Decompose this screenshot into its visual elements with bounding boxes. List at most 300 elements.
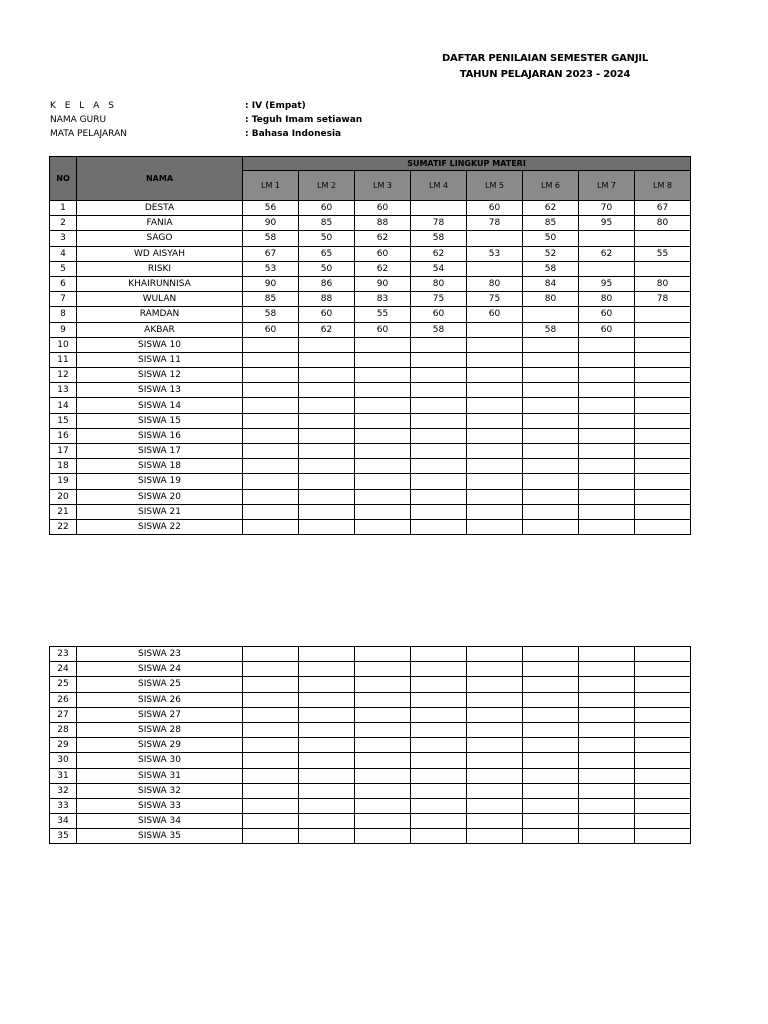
page-title-line2: TAHUN PELAJARAN 2023 - 2024 [459,69,631,80]
row-nama: SISWA 15 [77,413,243,428]
row-score-lm7 [579,768,635,783]
row-no: 35 [50,829,77,844]
row-no: 20 [50,489,77,504]
row-score-lm3 [355,489,411,504]
row-score-lm2: 60 [299,201,355,216]
row-score-lm2 [299,722,355,737]
table-row [50,368,691,383]
row-score-lm3 [355,722,411,737]
row-score-lm3 [355,474,411,489]
row-score-lm8 [635,753,691,768]
row-score-lm8 [635,428,691,443]
kelas-label: K E L A S [50,101,117,111]
row-no: 10 [50,337,77,352]
row-no: 7 [50,292,77,307]
row-score-lm8 [635,692,691,707]
row-nama: SISWA 10 [77,337,243,352]
row-score-lm4 [411,738,467,753]
row-score-lm7 [579,647,635,662]
table-row [50,459,691,474]
row-score-lm8 [635,768,691,783]
row-score-lm5 [467,692,523,707]
row-score-lm6 [523,738,579,753]
row-score-lm7 [579,337,635,352]
row-score-lm7 [579,707,635,722]
row-score-lm7: 60 [579,307,635,322]
row-score-lm7 [579,489,635,504]
row-score-lm5 [467,829,523,844]
col-header-lm: LM 4 [411,171,467,201]
table-row [50,292,691,307]
table-row [50,504,691,519]
row-no: 23 [50,647,77,662]
row-score-lm6 [523,368,579,383]
row-score-lm1 [243,783,299,798]
row-score-lm2: 62 [299,322,355,337]
row-score-lm2 [299,677,355,692]
row-nama: SISWA 35 [77,829,243,844]
row-score-lm6 [523,504,579,519]
row-score-lm7: 62 [579,246,635,261]
row-score-lm1 [243,337,299,352]
row-score-lm3 [355,398,411,413]
row-score-lm2 [299,829,355,844]
row-score-lm5: 78 [467,216,523,231]
row-score-lm8 [635,707,691,722]
row-score-lm4 [411,459,467,474]
row-score-lm4 [411,444,467,459]
row-nama: SISWA 16 [77,428,243,443]
row-score-lm2 [299,504,355,519]
row-score-lm4: 60 [411,307,467,322]
row-score-lm1: 58 [243,307,299,322]
row-score-lm8 [635,783,691,798]
row-score-lm7 [579,662,635,677]
row-score-lm4 [411,489,467,504]
row-no: 19 [50,474,77,489]
row-no: 28 [50,722,77,737]
row-score-lm6 [523,474,579,489]
row-score-lm1: 58 [243,231,299,246]
row-score-lm5 [467,322,523,337]
row-score-lm4 [411,352,467,367]
row-score-lm5 [467,753,523,768]
row-nama: SISWA 34 [77,814,243,829]
row-score-lm1 [243,428,299,443]
row-score-lm6: 62 [523,201,579,216]
row-score-lm6 [523,489,579,504]
row-score-lm3 [355,459,411,474]
row-nama: KHAIRUNNISA [77,276,243,291]
row-score-lm1: 90 [243,276,299,291]
row-score-lm6 [523,647,579,662]
row-score-lm3 [355,783,411,798]
row-score-lm7 [579,444,635,459]
row-score-lm8 [635,504,691,519]
row-no: 24 [50,662,77,677]
row-score-lm1 [243,444,299,459]
row-score-lm3 [355,413,411,428]
row-nama: WULAN [77,292,243,307]
row-nama: SISWA 24 [77,662,243,677]
row-score-lm4 [411,398,467,413]
table-row [50,753,691,768]
row-nama: SISWA 13 [77,383,243,398]
table-row [50,428,691,443]
row-nama: WD AISYAH [77,246,243,261]
row-score-lm2 [299,444,355,459]
table-row [50,707,691,722]
row-score-lm3 [355,337,411,352]
row-score-lm4: 58 [411,231,467,246]
col-header-no: NO [50,157,77,201]
table-row [50,647,691,662]
row-score-lm3 [355,798,411,813]
row-score-lm6 [523,459,579,474]
row-score-lm5 [467,722,523,737]
col-header-lm: LM 6 [523,171,579,201]
table-row [50,246,691,261]
row-score-lm4 [411,383,467,398]
row-no: 1 [50,201,77,216]
row-score-lm7: 95 [579,276,635,291]
row-score-lm2 [299,352,355,367]
row-nama: SISWA 11 [77,352,243,367]
row-score-lm2 [299,337,355,352]
col-header-group: SUMATIF LINGKUP MATERI [243,157,691,171]
row-no: 18 [50,459,77,474]
col-header-lm: LM 2 [299,171,355,201]
row-score-lm3 [355,738,411,753]
row-no: 6 [50,276,77,291]
row-score-lm1: 53 [243,261,299,276]
row-score-lm7 [579,474,635,489]
row-score-lm3: 88 [355,216,411,231]
table-row [50,231,691,246]
table-row [50,352,691,367]
col-header-lm: LM 5 [467,171,523,201]
row-score-lm7 [579,428,635,443]
row-score-lm8 [635,322,691,337]
row-score-lm3 [355,692,411,707]
row-score-lm8 [635,261,691,276]
row-score-lm5 [467,647,523,662]
table-row [50,398,691,413]
row-score-lm8 [635,444,691,459]
row-score-lm8 [635,398,691,413]
table-row [50,322,691,337]
row-no: 11 [50,352,77,367]
row-score-lm5 [467,474,523,489]
row-score-lm7 [579,519,635,534]
row-score-lm4 [411,707,467,722]
table-row [50,383,691,398]
row-score-lm5 [467,337,523,352]
grades-table-continued [49,646,691,844]
row-score-lm3 [355,383,411,398]
row-score-lm2 [299,798,355,813]
row-score-lm1 [243,677,299,692]
row-score-lm6: 50 [523,231,579,246]
row-score-lm1 [243,829,299,844]
row-score-lm6 [523,768,579,783]
table-row [50,798,691,813]
row-score-lm3 [355,519,411,534]
table-row [50,783,691,798]
row-score-lm4 [411,753,467,768]
row-score-lm5 [467,768,523,783]
row-no: 4 [50,246,77,261]
guru-value: : Teguh Imam setiawan [245,115,363,125]
row-score-lm4 [411,474,467,489]
row-score-lm6 [523,722,579,737]
row-score-lm7: 95 [579,216,635,231]
table-row [50,738,691,753]
table-row [50,337,691,352]
row-score-lm4: 78 [411,216,467,231]
row-score-lm2 [299,647,355,662]
row-score-lm5 [467,459,523,474]
row-score-lm5 [467,383,523,398]
row-score-lm1 [243,692,299,707]
row-score-lm7: 60 [579,322,635,337]
row-score-lm5 [467,798,523,813]
row-score-lm2 [299,398,355,413]
row-score-lm4 [411,783,467,798]
row-score-lm5: 75 [467,292,523,307]
row-score-lm3: 60 [355,246,411,261]
row-score-lm3: 90 [355,276,411,291]
row-score-lm2: 50 [299,231,355,246]
row-score-lm3 [355,352,411,367]
row-score-lm8 [635,307,691,322]
row-score-lm6 [523,783,579,798]
table-row [50,677,691,692]
row-score-lm2 [299,738,355,753]
row-score-lm3 [355,504,411,519]
row-score-lm1: 60 [243,322,299,337]
row-no: 9 [50,322,77,337]
row-score-lm2 [299,783,355,798]
row-nama: SISWA 22 [77,519,243,534]
row-score-lm1 [243,398,299,413]
row-score-lm5 [467,444,523,459]
row-no: 5 [50,261,77,276]
row-no: 8 [50,307,77,322]
row-score-lm7 [579,231,635,246]
row-score-lm4: 75 [411,292,467,307]
row-score-lm1 [243,504,299,519]
row-score-lm4 [411,413,467,428]
row-nama: SISWA 25 [77,677,243,692]
row-score-lm5: 60 [467,307,523,322]
row-score-lm6 [523,383,579,398]
row-score-lm2 [299,519,355,534]
row-score-lm6: 85 [523,216,579,231]
row-score-lm2 [299,413,355,428]
row-score-lm8: 80 [635,216,691,231]
row-score-lm2: 60 [299,307,355,322]
row-nama: SISWA 26 [77,692,243,707]
row-score-lm8: 67 [635,201,691,216]
row-score-lm7 [579,459,635,474]
row-no: 16 [50,428,77,443]
row-score-lm1 [243,459,299,474]
row-score-lm4 [411,662,467,677]
row-nama: SISWA 17 [77,444,243,459]
row-score-lm7 [579,829,635,844]
row-score-lm2 [299,692,355,707]
row-score-lm4 [411,368,467,383]
row-score-lm1 [243,383,299,398]
row-score-lm5 [467,489,523,504]
row-score-lm6 [523,753,579,768]
row-score-lm6: 58 [523,322,579,337]
row-score-lm5 [467,261,523,276]
row-nama: SISWA 28 [77,722,243,737]
row-score-lm4: 62 [411,246,467,261]
row-score-lm7 [579,692,635,707]
col-header-lm: LM 7 [579,171,635,201]
row-nama: SISWA 19 [77,474,243,489]
table-row [50,444,691,459]
row-score-lm1: 56 [243,201,299,216]
row-score-lm2 [299,768,355,783]
table-row [50,216,691,231]
row-score-lm5: 60 [467,201,523,216]
row-score-lm2: 85 [299,216,355,231]
row-score-lm6: 80 [523,292,579,307]
row-score-lm2 [299,662,355,677]
row-score-lm4 [411,768,467,783]
row-score-lm3 [355,368,411,383]
row-score-lm8 [635,829,691,844]
row-score-lm2: 86 [299,276,355,291]
row-nama: SISWA 21 [77,504,243,519]
row-score-lm3 [355,768,411,783]
row-score-lm8 [635,459,691,474]
row-score-lm8 [635,738,691,753]
row-score-lm5 [467,783,523,798]
row-score-lm5 [467,413,523,428]
row-score-lm8 [635,677,691,692]
table-row [50,261,691,276]
mapel-value: : Bahasa Indonesia [245,129,342,139]
row-score-lm6 [523,519,579,534]
row-no: 14 [50,398,77,413]
kelas-value: : IV (Empat) [245,101,306,111]
row-score-lm2 [299,383,355,398]
table-row [50,768,691,783]
row-score-lm6: 58 [523,261,579,276]
row-nama: FANIA [77,216,243,231]
row-score-lm7 [579,352,635,367]
row-score-lm2 [299,428,355,443]
row-score-lm6: 84 [523,276,579,291]
row-score-lm5: 80 [467,276,523,291]
row-no: 31 [50,768,77,783]
row-score-lm8 [635,231,691,246]
row-score-lm3: 60 [355,201,411,216]
row-score-lm5: 53 [467,246,523,261]
row-no: 2 [50,216,77,231]
row-score-lm7 [579,261,635,276]
table-row [50,829,691,844]
row-score-lm3 [355,829,411,844]
row-score-lm7: 70 [579,201,635,216]
row-score-lm6 [523,352,579,367]
row-score-lm5 [467,662,523,677]
row-score-lm1 [243,738,299,753]
row-score-lm4 [411,519,467,534]
table-row [50,489,691,504]
row-score-lm6 [523,307,579,322]
row-score-lm8 [635,337,691,352]
row-score-lm2 [299,459,355,474]
row-score-lm1 [243,474,299,489]
row-score-lm4 [411,504,467,519]
row-score-lm3: 60 [355,322,411,337]
page-title-line1: DAFTAR PENILAIAN SEMESTER GANJIL [441,53,649,64]
row-score-lm7 [579,798,635,813]
row-score-lm2: 50 [299,261,355,276]
row-score-lm6 [523,444,579,459]
row-score-lm4 [411,677,467,692]
row-score-lm5 [467,707,523,722]
row-score-lm1 [243,662,299,677]
row-score-lm6 [523,798,579,813]
row-score-lm5 [467,231,523,246]
mapel-label: MATA PELAJARAN [50,129,127,139]
row-nama: SISWA 33 [77,798,243,813]
guru-label: NAMA GURU [50,115,107,125]
row-score-lm7 [579,783,635,798]
grades-table [49,156,691,535]
row-nama: SISWA 30 [77,753,243,768]
row-nama: RISKI [77,261,243,276]
row-score-lm7 [579,738,635,753]
row-no: 33 [50,798,77,813]
row-score-lm6 [523,829,579,844]
row-score-lm6 [523,707,579,722]
table-row [50,307,691,322]
row-score-lm7 [579,677,635,692]
row-no: 25 [50,677,77,692]
row-score-lm4 [411,337,467,352]
row-score-lm4 [411,814,467,829]
table-row [50,662,691,677]
row-score-lm3: 83 [355,292,411,307]
row-score-lm4: 54 [411,261,467,276]
row-score-lm5 [467,352,523,367]
row-score-lm7 [579,722,635,737]
table-row [50,413,691,428]
row-no: 29 [50,738,77,753]
row-nama: SISWA 27 [77,707,243,722]
row-nama: SISWA 12 [77,368,243,383]
row-score-lm6 [523,814,579,829]
row-nama: SISWA 29 [77,738,243,753]
row-no: 34 [50,814,77,829]
row-score-lm4 [411,201,467,216]
row-score-lm6 [523,677,579,692]
row-score-lm7 [579,383,635,398]
row-score-lm8 [635,368,691,383]
row-score-lm8 [635,383,691,398]
row-score-lm7 [579,413,635,428]
row-score-lm8: 80 [635,276,691,291]
table-row [50,722,691,737]
